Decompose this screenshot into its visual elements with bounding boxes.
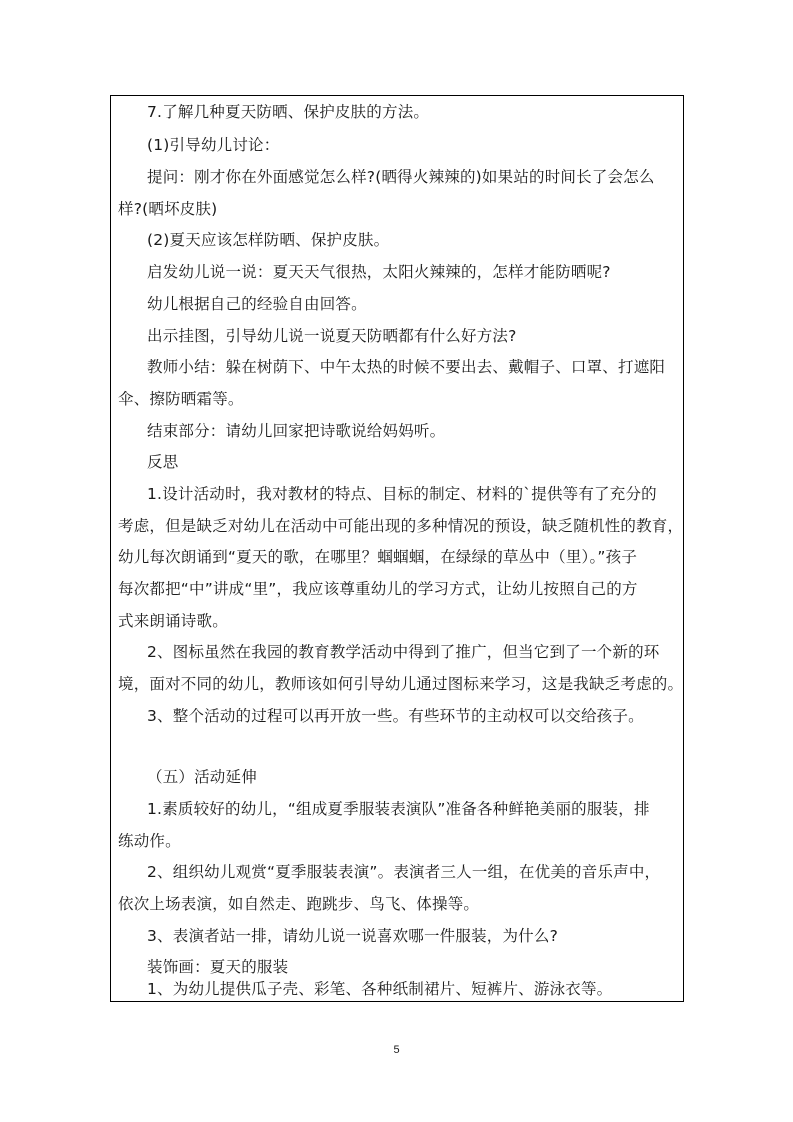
paragraph-line: 教师小结：躲在树荫下、中午太热的时候不要出去、戴帽子、口罩、打遮阳 xyxy=(147,358,666,376)
paragraph-line: 考虑，但是缺乏对幼儿在活动中可能出现的多种情况的预设，缺乏随机性的教育， xyxy=(118,517,684,535)
paragraph-line: 幼儿每次朗诵到“夏天的歌，在哪里？蝈蝈蝈，在绿绿的草丛中（里）。”孩子 xyxy=(118,548,638,566)
paragraph-line: 伞、擦防晒霜等。 xyxy=(118,390,244,408)
paragraph-line: 练动作。 xyxy=(118,832,181,850)
paragraph-line: 3、表演者站一排，请幼儿说一说喜欢哪一件服装，为什么? xyxy=(147,927,558,945)
paragraph-line: 2、组织幼儿观赏“夏季服装表演”。表演者三人一组，在优美的音乐声中， xyxy=(147,863,661,881)
paragraph-line: 幼儿根据自己的经验自由回答。 xyxy=(147,295,367,313)
paragraph-line: 2、图标虽然在我园的教育教学活动中得到了推广，但当它到了一个新的环 xyxy=(147,643,660,661)
paragraph-line: 样?(晒坏皮肤) xyxy=(118,200,218,218)
paragraph-line: 式来朗诵诗歌。 xyxy=(118,612,228,630)
heading-sun-protection: 7.了解几种夏天防晒、保护皮肤的方法。 xyxy=(147,103,430,121)
paragraph-line: 结束部分：请幼儿回家把诗歌说给妈妈听。 xyxy=(147,422,446,440)
page-number: 5 xyxy=(393,1044,400,1056)
section-title-reflection: 反思 xyxy=(147,453,179,471)
paragraph-line: 1.设计活动时，我对教材的特点、目标的制定、材料的`提供等有了充分的 xyxy=(147,485,657,503)
paragraph-line: 1、为幼儿提供瓜子壳、彩笔、各种纸制裙片、短裤片、游泳衣等。 xyxy=(147,980,613,998)
sub-heading-discussion: (1)引导幼儿讨论： xyxy=(147,136,280,154)
paragraph-line: 1.素质较好的幼儿，“组成夏季服装表演队”准备各种鲜艳美丽的服装，排 xyxy=(147,800,650,818)
sub-heading-how-to-protect: (2)夏天应该怎样防晒、保护皮肤。 xyxy=(147,231,390,249)
paragraph-line: 依次上场表演，如自然走、跑跳步、鸟飞、体操等。 xyxy=(118,895,480,913)
section-title-extension: （五）活动延伸 xyxy=(147,768,257,786)
paragraph-line: 境，面对不同的幼儿，教师该如何引导幼儿通过图标来学习，这是我缺乏考虑的。 xyxy=(118,675,684,693)
paragraph-line: 提问：刚才你在外面感觉怎么样?(晒得火辣辣的)如果站的时间长了会怎么 xyxy=(147,168,655,186)
paragraph-line: 出示挂图，引导幼儿说一说夏天防晒都有什么好方法? xyxy=(147,327,517,345)
paragraph-line: 启发幼儿说一说：夏天天气很热，太阳火辣辣的，怎样才能防晒呢? xyxy=(147,263,611,281)
paragraph-line: 每次都把“中”讲成“里”，我应该尊重幼儿的学习方式，让幼儿按照自己的方 xyxy=(118,580,638,598)
paragraph-line: 3、整个活动的过程可以再开放一些。有些环节的主动权可以交给孩子。 xyxy=(147,707,644,725)
sub-heading-decoration: 装饰画：夏天的服装 xyxy=(147,958,289,976)
